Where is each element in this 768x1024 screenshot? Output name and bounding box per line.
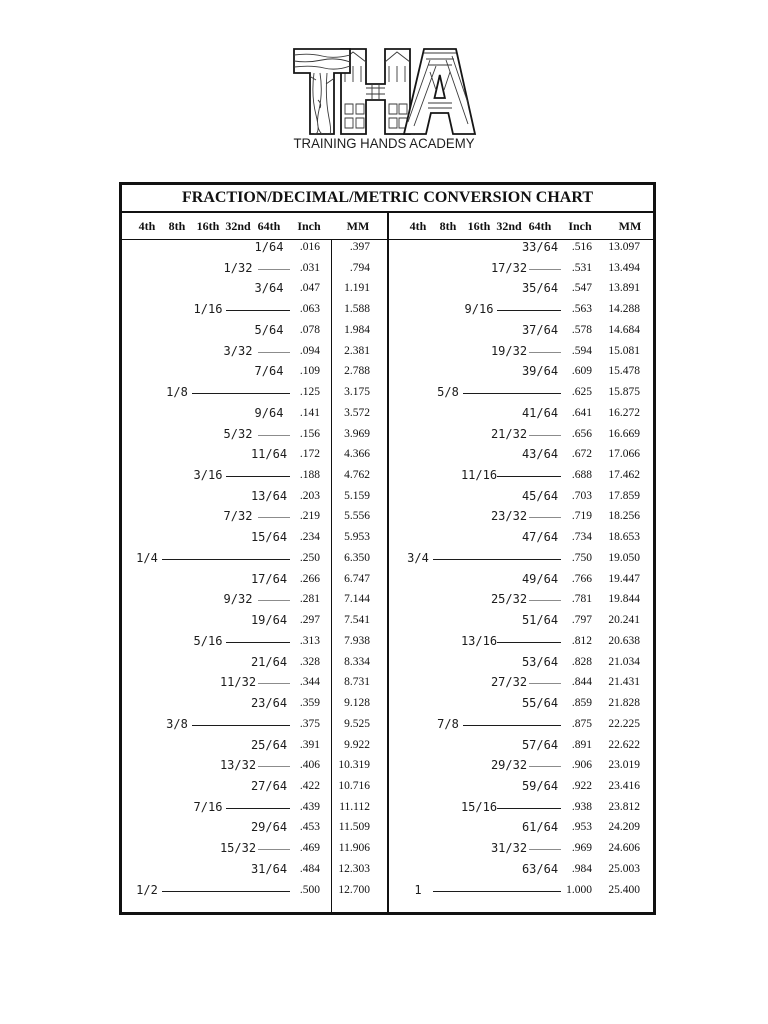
mm-value: 14.684 [608, 323, 640, 336]
fraction-label: 19/64 [250, 613, 288, 628]
fraction-label: 49/64 [521, 571, 559, 586]
fraction-label: 27/32 [490, 675, 528, 690]
fraction-label: 15/32 [219, 841, 257, 856]
table-row [122, 508, 387, 524]
table-row [122, 737, 387, 753]
mm-value: 9.128 [344, 697, 370, 710]
inch-value: .203 [299, 489, 320, 502]
inch-value: .641 [571, 406, 592, 419]
mm-value: 2.788 [344, 365, 370, 378]
table-row [389, 716, 653, 732]
inch-value: .750 [571, 551, 592, 564]
fraction-label: 25/32 [490, 592, 528, 607]
mm-value: 19.447 [608, 572, 640, 585]
mm-value: 24.606 [608, 842, 640, 855]
inch-value: .281 [299, 593, 320, 606]
fraction-label: 7/8 [437, 716, 459, 731]
column-header-mm: MM [618, 219, 642, 233]
table-row [389, 280, 653, 296]
fraction-label: 57/64 [521, 737, 559, 752]
inch-value: .406 [299, 759, 320, 772]
inch-value: .219 [299, 510, 320, 523]
mm-value: 1.588 [344, 303, 370, 316]
mm-value: 21.431 [608, 676, 640, 689]
inch-value: .844 [571, 676, 592, 689]
fraction-label: 17/64 [250, 571, 288, 586]
mm-value: 24.209 [608, 821, 640, 834]
fraction-label: 39/64 [521, 364, 559, 379]
mm-value: 22.622 [608, 738, 640, 751]
mm-value: 3.175 [344, 386, 370, 399]
mm-value: 18.256 [608, 510, 640, 523]
mm-value: 12.700 [338, 883, 370, 896]
mm-value: 3.969 [344, 427, 370, 440]
inch-value: .969 [571, 842, 592, 855]
mm-value: 5.953 [344, 531, 370, 544]
table-row [389, 633, 653, 649]
inch-value: .078 [299, 323, 320, 336]
table-row [389, 550, 653, 566]
fraction-label: 5/16 [193, 633, 223, 648]
inch-value: .516 [571, 241, 592, 253]
mm-value: 23.019 [608, 759, 640, 772]
table-row [122, 654, 387, 670]
table-row [122, 384, 387, 400]
table-row [122, 280, 387, 296]
table-row [389, 467, 653, 483]
fraction-label: 3/4 [407, 550, 429, 565]
table-row [389, 363, 653, 379]
mm-value: 15.478 [608, 365, 640, 378]
mm-value: 21.828 [608, 697, 640, 710]
table-row [389, 819, 653, 835]
inch-value: .328 [299, 655, 320, 668]
table-row [122, 571, 387, 587]
inch-value: .906 [571, 759, 592, 772]
mm-value: .397 [349, 241, 370, 253]
fraction-label: 5/64 [254, 322, 284, 337]
fraction-label: 29/32 [490, 758, 528, 773]
mm-value: 17.859 [608, 489, 640, 502]
fraction-label: 1/8 [166, 385, 188, 400]
fraction-label: 5/32 [223, 426, 253, 441]
table-row [389, 384, 653, 400]
fraction-label: 21/32 [490, 426, 528, 441]
fraction-label: 1/64 [254, 240, 284, 254]
table-row [122, 550, 387, 566]
fraction-label: 37/64 [521, 322, 559, 337]
inch-value: .563 [571, 303, 592, 316]
table-row [122, 446, 387, 462]
inch-value: .891 [571, 738, 592, 751]
table-row [122, 405, 387, 421]
mm-value: 20.638 [608, 634, 640, 647]
column-header-32nd: 32nd [225, 219, 251, 233]
table-row [122, 840, 387, 856]
fraction-label: 11/32 [219, 675, 257, 690]
inch-value: .172 [299, 448, 320, 461]
chart-title: FRACTION/DECIMAL/METRIC CONVERSION CHART [181, 189, 594, 206]
inch-value: .016 [299, 241, 320, 253]
fraction-label: 53/64 [521, 654, 559, 669]
mm-value: 7.144 [344, 593, 370, 606]
mm-value: 11.112 [339, 800, 370, 813]
table-row [389, 446, 653, 462]
mm-value: 10.319 [338, 759, 370, 772]
fraction-label: 61/64 [521, 820, 559, 835]
table-row [389, 840, 653, 856]
table-row [122, 239, 387, 255]
leader-line [433, 559, 561, 560]
fraction-label: 47/64 [521, 530, 559, 545]
table-row [389, 861, 653, 877]
mm-value: 23.812 [608, 800, 640, 813]
fraction-label: 27/64 [250, 778, 288, 793]
table-row [122, 363, 387, 379]
table-row [389, 695, 653, 711]
fraction-label: 33/64 [521, 240, 559, 254]
fraction-label: 5/8 [437, 385, 459, 400]
table-row [389, 488, 653, 504]
inch-value: .063 [299, 303, 320, 316]
table-row [122, 757, 387, 773]
leader-line [463, 393, 561, 394]
column-header-4th: 4th [138, 219, 156, 233]
table-row [122, 799, 387, 815]
table-row [389, 529, 653, 545]
mm-value: 4.762 [344, 469, 370, 482]
table-row [389, 322, 653, 338]
table-row [389, 508, 653, 524]
fraction-label: 3/32 [223, 343, 253, 358]
inch-value: .234 [299, 531, 320, 544]
mm-value: 20.241 [608, 614, 640, 627]
inch-value: .594 [571, 344, 592, 357]
mm-value: 8.334 [344, 655, 370, 668]
fraction-label: 3/8 [166, 716, 188, 731]
mm-value: 17.462 [608, 469, 640, 482]
mm-value: 17.066 [608, 448, 640, 461]
mm-value: 12.303 [338, 862, 370, 875]
mm-value: 13.097 [608, 241, 640, 253]
table-row [122, 674, 387, 690]
table-row [389, 799, 653, 815]
column-header-4th: 4th [409, 219, 427, 233]
table-row [389, 654, 653, 670]
mm-value: 5.556 [344, 510, 370, 523]
inch-value: .672 [571, 448, 592, 461]
fraction-label: 13/32 [219, 758, 257, 773]
table-half-left [122, 239, 387, 901]
column-header-32nd: 32nd [496, 219, 522, 233]
table-row [389, 612, 653, 628]
inch-value: .125 [299, 386, 320, 399]
inch-value: .344 [299, 676, 320, 689]
fraction-label: 1 [414, 882, 422, 897]
mm-value: 25.003 [608, 862, 640, 875]
inch-value: .719 [571, 510, 592, 523]
mm-value: 23.416 [608, 779, 640, 792]
inch-value: .625 [571, 386, 592, 399]
fraction-label: 1/16 [193, 302, 223, 317]
fraction-label: 11/16 [460, 468, 498, 483]
fraction-label: 13/16 [460, 633, 498, 648]
inch-value: .656 [571, 427, 592, 440]
mm-value: 19.844 [608, 593, 640, 606]
table-row [389, 260, 653, 276]
mm-value: .794 [349, 261, 370, 274]
fraction-label: 11/64 [250, 447, 288, 462]
fraction-label: 1/2 [136, 882, 158, 897]
inch-value: .297 [299, 614, 320, 627]
table-row [389, 301, 653, 317]
fraction-label: 23/64 [250, 696, 288, 711]
column-header-inch: Inch [568, 219, 592, 233]
inch-value: .766 [571, 572, 592, 585]
inch-value: .094 [299, 344, 320, 357]
table-row [389, 426, 653, 442]
table-row [389, 591, 653, 607]
logo-tagline: TRAINING HANDS ACADEMY [293, 135, 476, 151]
inch-value: .453 [299, 821, 320, 834]
table-row [122, 529, 387, 545]
inch-value: .578 [571, 323, 592, 336]
table-row [389, 343, 653, 359]
mm-value: 6.350 [344, 551, 370, 564]
fraction-label: 7/32 [223, 509, 253, 524]
table-row [122, 467, 387, 483]
mm-value: 15.081 [608, 344, 640, 357]
inch-value: .797 [571, 614, 592, 627]
leader-line [162, 559, 290, 560]
fraction-label: 23/32 [490, 509, 528, 524]
table-row [389, 239, 653, 255]
fraction-label: 35/64 [521, 281, 559, 296]
mm-value: 18.653 [608, 531, 640, 544]
table-row [122, 778, 387, 794]
mm-value: 3.572 [344, 406, 370, 419]
fraction-label: 17/32 [490, 260, 528, 275]
mm-value: 15.875 [608, 386, 640, 399]
fraction-label: 21/64 [250, 654, 288, 669]
mm-value: 14.288 [608, 303, 640, 316]
inch-value: .531 [571, 261, 592, 274]
table-row [122, 488, 387, 504]
inch-value: .875 [571, 717, 592, 730]
mm-value: 8.731 [344, 676, 370, 689]
fraction-label: 15/16 [460, 799, 498, 814]
inch-value: .484 [299, 862, 320, 875]
table-row [389, 882, 653, 898]
table-row [122, 716, 387, 732]
inch-value: .047 [299, 282, 320, 295]
mm-value: 1.191 [344, 282, 370, 295]
mm-value: 9.525 [344, 717, 370, 730]
table-row [122, 343, 387, 359]
mm-value: 25.400 [608, 883, 640, 896]
inch-value: .031 [299, 261, 320, 274]
column-header-16th: 16th [467, 219, 491, 233]
table-row [122, 695, 387, 711]
table-row [122, 861, 387, 877]
inch-value: .359 [299, 697, 320, 710]
inch-value: .266 [299, 572, 320, 585]
leader-line [162, 891, 290, 892]
inch-value: .984 [571, 862, 592, 875]
table-row [122, 591, 387, 607]
mm-value: 9.922 [344, 738, 370, 751]
inch-value: .953 [571, 821, 592, 834]
table-row [389, 778, 653, 794]
fraction-label: 3/16 [193, 468, 223, 483]
inch-value: .828 [571, 655, 592, 668]
column-header-8th: 8th [168, 219, 186, 233]
inch-value: .781 [571, 593, 592, 606]
mm-value: 19.050 [608, 551, 640, 564]
fraction-label: 9/16 [464, 302, 494, 317]
fraction-label: 7/16 [193, 799, 223, 814]
inch-value: .439 [299, 800, 320, 813]
inch-value: 1.000 [566, 883, 592, 896]
fraction-label: 43/64 [521, 447, 559, 462]
fraction-label: 1/4 [136, 550, 158, 565]
table-row [122, 322, 387, 338]
inch-value: .250 [299, 551, 320, 564]
mm-value: 16.272 [608, 406, 640, 419]
mm-value: 11.906 [338, 842, 370, 855]
column-header-64th: 64th [528, 219, 552, 233]
mm-value: 6.747 [344, 572, 370, 585]
fraction-label: 31/64 [250, 861, 288, 876]
inch-value: .609 [571, 365, 592, 378]
mm-value: 11.509 [338, 821, 370, 834]
mm-value: 1.984 [344, 323, 370, 336]
mm-value: 10.716 [338, 779, 370, 792]
inch-value: .375 [299, 717, 320, 730]
fraction-label: 45/64 [521, 488, 559, 503]
leader-line [433, 891, 561, 892]
table-row [122, 426, 387, 442]
inch-value: .938 [571, 800, 592, 813]
fraction-label: 41/64 [521, 405, 559, 420]
inch-value: .313 [299, 634, 320, 647]
inch-value: .859 [571, 697, 592, 710]
fraction-label: 1/32 [223, 260, 253, 275]
inch-value: .547 [571, 282, 592, 295]
table-half-right [389, 239, 653, 901]
inch-value: .391 [299, 738, 320, 751]
leader-line [463, 725, 561, 726]
table-row [389, 674, 653, 690]
mm-value: 2.381 [344, 344, 370, 357]
header-row-left [122, 218, 387, 234]
table-row [389, 405, 653, 421]
table-row [122, 301, 387, 317]
fraction-label: 3/64 [254, 281, 284, 296]
fraction-label: 19/32 [490, 343, 528, 358]
fraction-label: 51/64 [521, 613, 559, 628]
fraction-label: 9/32 [223, 592, 253, 607]
table-row [389, 571, 653, 587]
mm-value: 22.225 [608, 717, 640, 730]
inch-value: .469 [299, 842, 320, 855]
inch-value: .422 [299, 779, 320, 792]
inch-value: .500 [299, 883, 320, 896]
inch-value: .109 [299, 365, 320, 378]
inch-value: .156 [299, 427, 320, 440]
inch-value: .922 [571, 779, 592, 792]
fraction-label: 63/64 [521, 861, 559, 876]
column-header-mm: MM [346, 219, 370, 233]
inch-value: .141 [299, 406, 320, 419]
fraction-label: 31/32 [490, 841, 528, 856]
table-row [122, 882, 387, 898]
fraction-label: 59/64 [521, 778, 559, 793]
header-row-right [389, 218, 653, 234]
mm-value: 13.891 [608, 282, 640, 295]
table-row [122, 612, 387, 628]
inch-value: .703 [571, 489, 592, 502]
table-row [122, 260, 387, 276]
mm-value: 7.938 [344, 634, 370, 647]
fraction-label: 29/64 [250, 820, 288, 835]
inch-value: .734 [571, 531, 592, 544]
fraction-label: 15/64 [250, 530, 288, 545]
mm-value: 7.541 [344, 614, 370, 627]
table-row [122, 819, 387, 835]
column-header-16th: 16th [196, 219, 220, 233]
inch-value: .188 [299, 469, 320, 482]
table-row [389, 737, 653, 753]
table-row [122, 633, 387, 649]
table-row [389, 757, 653, 773]
column-header-inch: Inch [297, 219, 321, 233]
mm-value: 13.494 [608, 261, 640, 274]
mm-value: 16.669 [608, 427, 640, 440]
fraction-label: 9/64 [254, 405, 284, 420]
mm-value: 5.159 [344, 489, 370, 502]
fraction-label: 7/64 [254, 364, 284, 379]
fraction-label: 13/64 [250, 488, 288, 503]
mm-value: 4.366 [344, 448, 370, 461]
fraction-label: 55/64 [521, 696, 559, 711]
inch-value: .812 [571, 634, 592, 647]
mm-value: 21.034 [608, 655, 640, 668]
column-header-64th: 64th [257, 219, 281, 233]
fraction-label: 25/64 [250, 737, 288, 752]
inch-value: .688 [571, 469, 592, 482]
column-header-8th: 8th [439, 219, 457, 233]
